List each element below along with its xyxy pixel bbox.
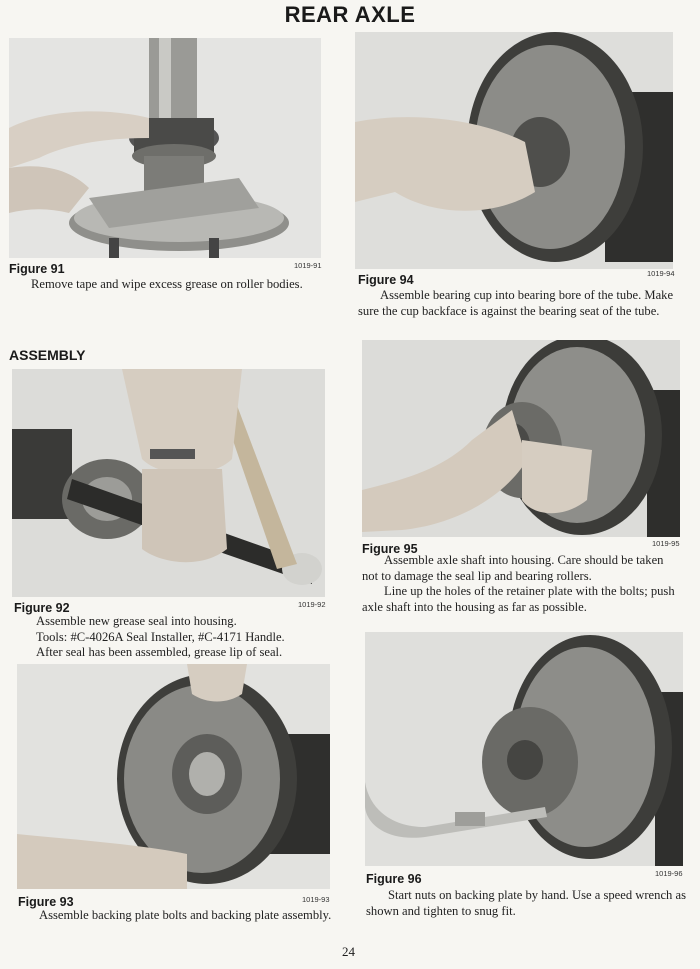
figure-95-code: 1019-95 [652,539,680,548]
figure-92-caption-line-3: After seal has been assembled, grease lip of seal. [36,645,283,659]
figure-95-caption [362,553,682,615]
bearing-on-shaft-illustration [9,38,321,258]
section-heading: ASSEMBLY [9,347,86,363]
figure-92-code: 1019-92 [298,600,326,609]
figure-93-caption [17,908,339,924]
figure-91-photo [9,38,321,258]
figure-95-photo [362,340,680,537]
figure-92-label: Figure 92 [14,601,70,615]
figure-93-photo [17,664,330,889]
figure-91-caption-text: Remove tape and wipe excess grease on roller bodies. [31,277,303,291]
bearing-cup-illustration [355,32,673,269]
figure-96-photo [365,632,683,866]
figure-95-label: Figure 95 [362,542,418,556]
figure-94-caption [358,288,680,319]
figure-96-caption-text: Start nuts on backing plate by hand. Use a speed wrench as shown and tighten to snug fit. [366,888,686,918]
figure-96-caption [366,888,686,919]
speed-wrench-illustration [365,632,683,866]
backing-plate-illustration [17,664,330,889]
figure-94-label: Figure 94 [358,273,414,287]
figure-93-code: 1019-93 [302,895,330,904]
figure-92-caption-line-1: Assemble new grease seal into housing. [36,614,237,628]
figure-91-caption [9,277,331,293]
figure-94-caption-text: Assemble bearing cup into bearing bore of the tube. Make sure the cup backface is against the bearing seat of the tube. [358,288,674,318]
figure-91-label: Figure 91 [9,262,65,276]
figure-95-caption-para-2: Line up the holes of the retainer plate with the bolts; push axle shaft into the housing as far as possible. [362,584,675,614]
figure-91-code: 1019-91 [294,261,322,270]
figure-92-photo [12,369,325,597]
figure-96-label: Figure 96 [366,872,422,886]
axle-shaft-illustration [362,340,680,537]
figure-94-photo [355,32,673,269]
figure-93-caption-text: Assemble backing plate bolts and backing plate assembly. [39,908,332,922]
page-number: 24 [342,944,355,959]
figure-92-caption-line-2: Tools: #C-4026A Seal Installer, #C-4171 Handle. [36,629,285,644]
seal-installer-illustration [12,369,325,597]
figure-92-caption [14,614,339,661]
figure-94-code: 1019-94 [647,269,675,278]
figure-93-label: Figure 93 [18,895,74,909]
figure-96-code: 1019-96 [655,869,683,878]
figure-95-caption-para-1: Assemble axle shaft into housing. Care should be taken not to damage the seal lip and bearing rollers. [362,553,664,583]
page-title: REAR AXLE [284,2,416,27]
